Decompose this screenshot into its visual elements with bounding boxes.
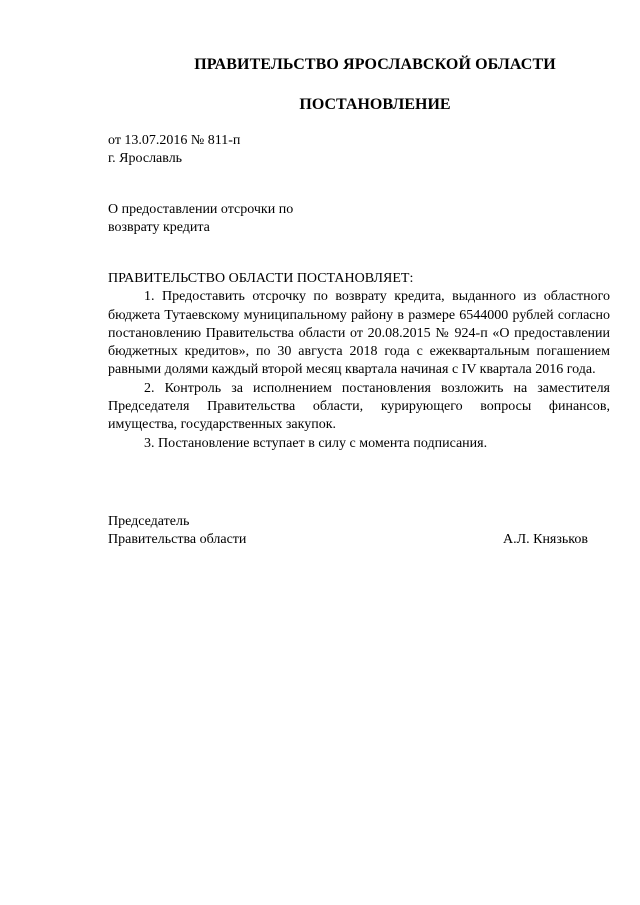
document-meta	[108, 132, 240, 168]
decree-item-2: 2. Контроль за исполнением постановления возложить на заместителя Председателя Правительства области, курирующего вопросы финансов, имущества, государственных закупок.	[108, 380, 610, 433]
document-subject	[108, 201, 293, 237]
decree-item-3: 3. Постановление вступает в силу с момента подписания.	[144, 435, 488, 451]
document-type-title: ПОСТАНОВЛЕНИЕ	[299, 96, 451, 113]
signature-row	[108, 531, 588, 549]
city: г. Ярославль	[108, 151, 183, 166]
subject-line-1: О предоставлении отсрочки по	[108, 202, 294, 217]
signatory-title-line-2: Правительства области	[108, 532, 247, 547]
signatory-name: А.Л. Князьков	[503, 532, 588, 547]
date-number: от 13.07.2016 № 811-п	[108, 133, 241, 148]
signatory-title-line-1: Председатель	[108, 514, 190, 529]
decree-intro: ПРАВИТЕЛЬСТВО ОБЛАСТИ ПОСТАНОВЛЯЕТ:	[108, 271, 414, 286]
organization-title: ПРАВИТЕЛЬСТВО ЯРОСЛАВСКОЙ ОБЛАСТИ	[194, 56, 556, 73]
subject-line-2: возврату кредита	[108, 220, 210, 235]
signature-block	[108, 513, 588, 549]
document-body	[108, 270, 610, 453]
decree-item-1: 1. Предоставить отсрочку по возврату кредита, выданного из областного бюджета Тутаевскому муниципальному району в размере 6544000 рублей согласно постановлению Правительства области от 20.08.2015 № 924-п «О предоставлении бюджетных кредитов», по 30 августа 2018 года с ежеквартальным погашением равными долями каждый второй месяц квартала начиная с IV квартала 2016 года.	[108, 289, 610, 378]
